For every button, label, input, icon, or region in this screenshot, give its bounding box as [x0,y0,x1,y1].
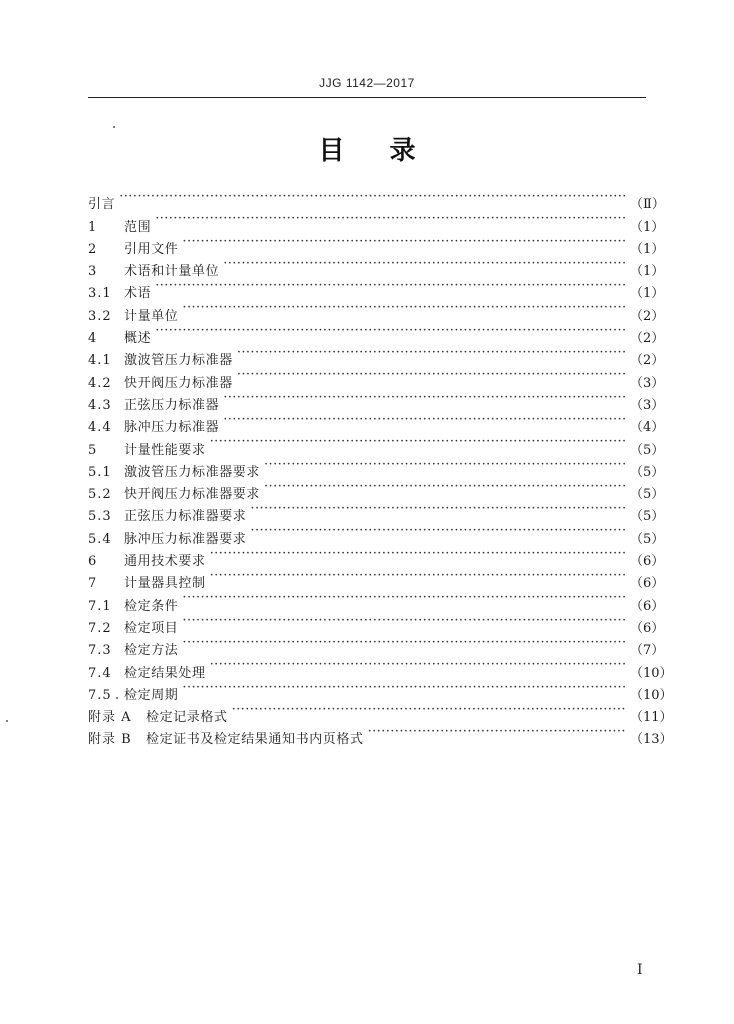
toc-entry-number: 4.1 [88,353,112,369]
toc-entry-page: （5） [630,464,665,480]
toc-entry-page: （6） [630,620,665,636]
toc-entry-number: 4.4 [88,420,112,436]
toc-entry-page: （5） [630,442,665,458]
toc-entry-page: （Ⅱ） [630,197,665,213]
toc-entry-number: 5.1 [88,464,112,480]
toc-entry-label: 脉冲压力标准器 [124,420,220,436]
toc-dot-leader [264,454,626,476]
page-title: 目 录 [318,136,416,166]
toc-entry-label: 引用文件 [124,241,179,257]
toc-dot-leader [210,431,626,453]
toc-entry-label: 引言 [88,197,116,213]
toc-entry-number: 7.1 [88,598,112,614]
toc-entry-label: 检定记录格式 [146,710,228,726]
toc-dot-leader [182,231,626,253]
toc-entry-number: 5.2 [88,487,112,503]
toc-dot-leader [368,721,626,743]
toc-entry-label: 范围 [124,219,152,235]
toc-entry-page: （6） [630,598,665,614]
toc-entry-number: 附录 B [88,732,132,748]
toc-entry-page: （10） [630,665,673,681]
running-header: JJG 1142—2017 [319,76,415,90]
toc-entry-number: 3 [88,264,98,280]
toc-entry-page: （3） [630,397,665,413]
toc-dot-leader [237,342,626,364]
toc-entry-number: 7.2 [88,620,112,636]
toc-entry-label: 计量性能要求 [124,442,206,458]
toc-entry-number: 7 [88,576,98,592]
toc-dot-leader [232,699,626,721]
toc-entry-number: 4 [88,331,98,347]
toc-entry-page: （3） [630,375,665,391]
toc-entry-number: 7.5 [88,687,112,703]
scan-speck [116,697,118,699]
toc-entry-label: 正弦压力标准器 [124,397,220,413]
toc-entry[interactable] [88,231,665,257]
toc-entry-number: 7.4 [88,665,112,681]
toc-entry-number: 3.1 [88,286,112,302]
toc-entry-label: 计量器具控制 [124,576,206,592]
toc-dot-leader [182,632,626,654]
toc-entry-number: 2 [88,241,98,257]
toc-entry-page: （1） [630,264,665,280]
toc-entry-label: 检定周期 [124,687,179,703]
toc-entry-number: 4.2 [88,375,112,391]
toc-entry[interactable] [88,297,665,324]
toc-dot-leader [223,253,626,275]
toc-entry-label: 术语和计量单位 [124,264,220,280]
page-number: I [637,962,643,978]
toc-entry-page: （4） [630,420,665,436]
toc-entry-page: （6） [630,576,665,592]
toc-entry-number: 1 [88,219,98,235]
toc-entry-label: 检定证书及检定结果通知书内页格式 [146,732,364,748]
toc-entry[interactable] [88,320,665,347]
toc-entry-label: 检定项目 [124,620,179,636]
toc-entry-label: 概述 [124,331,152,347]
toc-entry-label: 计量单位 [124,308,179,324]
toc-entry-label: 通用技术要求 [124,554,206,570]
toc-entry-number: 5.4 [88,531,112,547]
toc-entry-number: 6 [88,554,98,570]
toc-dot-leader [155,320,626,342]
toc-entry-label: 激波管压力标准器要求 [124,464,261,480]
toc-entry-page: （1） [630,219,665,235]
toc-entry[interactable] [88,342,665,369]
toc-entry-number: 5.3 [88,509,112,525]
toc-dot-leader [210,565,626,587]
toc-entry-label: 检定结果处理 [124,665,206,681]
toc-entry-page: （5） [630,509,665,525]
toc-dot-leader [182,587,626,609]
toc-entry[interactable] [88,275,665,302]
toc-entry-page: （1） [630,241,665,257]
toc-entry-page: （2） [630,308,665,324]
toc-dot-leader [210,543,626,565]
toc-entry-number: 4.3 [88,397,112,413]
toc-dot-leader [223,387,626,409]
toc-dot-leader [250,520,626,542]
toc-dot-leader [155,208,626,230]
toc-dot-leader [237,364,626,386]
toc-entry-page: （5） [630,531,665,547]
toc-dot-leader [250,498,626,520]
toc-entry-page: （11） [630,710,673,726]
toc-dot-leader [182,677,626,699]
table-of-contents [88,186,673,748]
toc-dot-leader [223,409,626,431]
toc-entry-page: （5） [630,487,665,503]
toc-entry-page: （7） [630,643,665,659]
toc-entry[interactable] [88,208,665,235]
scan-speck [113,126,115,128]
toc-entry-label: 脉冲压力标准器要求 [124,531,247,547]
scan-speck [6,720,8,722]
toc-entry-page: （10） [630,687,673,703]
toc-entry-label: 术语 [124,286,152,302]
toc-entry-page: （2） [630,353,665,369]
toc-entry-page: （13） [630,732,673,748]
toc-entry-label: 检定条件 [124,598,179,614]
toc-entry-number: 附录 A [88,710,132,726]
toc-dot-leader [155,275,626,297]
toc-dot-leader [182,610,626,632]
toc-entry-label: 快开阀压力标准器要求 [124,487,261,503]
toc-entry[interactable] [88,186,665,213]
toc-dot-leader [119,186,626,208]
toc-entry-label: 激波管压力标准器 [124,353,233,369]
toc-entry-label: 正弦压力标准器要求 [124,509,247,525]
toc-entry-page: （2） [630,331,665,347]
toc-dot-leader [210,654,626,676]
toc-entry-label: 检定方法 [124,643,179,659]
header-rule [88,97,646,98]
toc-dot-leader [264,476,626,498]
toc-entry-number: 7.3 [88,643,112,659]
toc-entry-label: 快开阀压力标准器 [124,375,233,391]
toc-entry-number: 5 [88,442,98,458]
toc-entry-page: （6） [630,554,665,570]
toc-dot-leader [182,297,626,319]
toc-entry-number: 3.2 [88,308,112,324]
toc-entry-page: （1） [630,286,665,302]
